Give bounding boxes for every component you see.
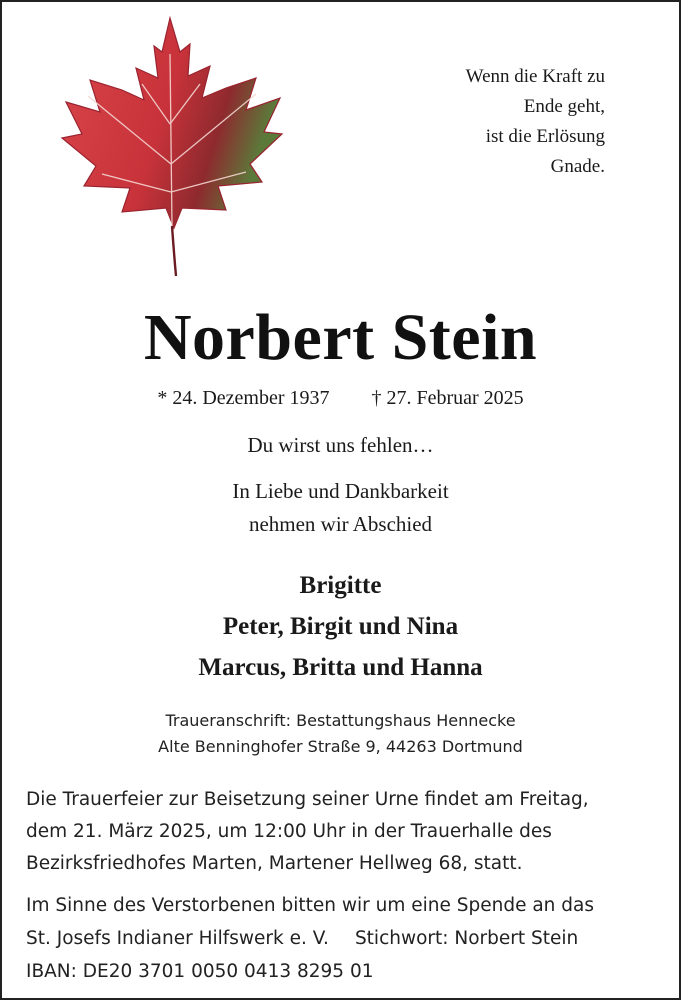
farewell-text bbox=[2, 429, 679, 541]
farewell-line: In Liebe und Dankbarkeit bbox=[232, 479, 449, 503]
mourner-line: Peter, Birgit und Nina bbox=[222, 613, 459, 640]
poem-line: Wenn die Kraft zu bbox=[465, 66, 605, 87]
life-dates bbox=[2, 385, 679, 411]
farewell-line: Du wirst uns fehlen… bbox=[247, 433, 434, 457]
poem-line: Gnade. bbox=[550, 156, 605, 177]
ceremony-notice bbox=[26, 784, 659, 880]
farewell-line: nehmen wir Abschied bbox=[248, 512, 433, 536]
ceremony-line: Bezirksfriedhofes Marten, Martener Hellweg 68, statt. bbox=[26, 853, 523, 874]
donation-iban: IBAN: DE20 3701 0050 0413 8295 01 bbox=[26, 961, 374, 982]
poem-line: ist die Erlösung bbox=[485, 126, 605, 147]
mourning-address bbox=[2, 708, 679, 760]
mourner-line: Brigitte bbox=[299, 572, 382, 599]
donation-notice bbox=[26, 889, 659, 988]
poem-line: Ende geht, bbox=[523, 96, 605, 117]
mourner-line: Marcus, Britta und Hanna bbox=[198, 654, 483, 681]
donation-org: St. Josefs Indianer Hilfswerk e. V. bbox=[26, 928, 329, 949]
donation-line bbox=[26, 922, 659, 955]
poem-quote bbox=[466, 62, 605, 182]
donation-keyword: Stichwort: Norbert Stein bbox=[354, 928, 579, 949]
ceremony-line: dem 21. März 2025, um 12:00 Uhr in der Trauerhalle des bbox=[26, 821, 552, 842]
birth-date: * 24. Dezember 1937 bbox=[157, 387, 330, 409]
donation-line: Im Sinne des Verstorbenen bitten wir um eine Spende an das bbox=[26, 895, 594, 916]
deceased-name: Norbert Stein bbox=[143, 301, 538, 374]
death-date: † 27. Februar 2025 bbox=[371, 387, 524, 409]
maple-leaf-icon bbox=[50, 14, 290, 280]
ceremony-line: Die Trauerfeier zur Beisetzung seiner Urne findet am Freitag, bbox=[26, 789, 589, 810]
address-line: Alte Benninghofer Straße 9, 44263 Dortmund bbox=[158, 737, 523, 756]
address-line: Traueranschrift: Bestattungshaus Hennecke bbox=[165, 711, 516, 730]
mourners-list bbox=[2, 565, 679, 688]
